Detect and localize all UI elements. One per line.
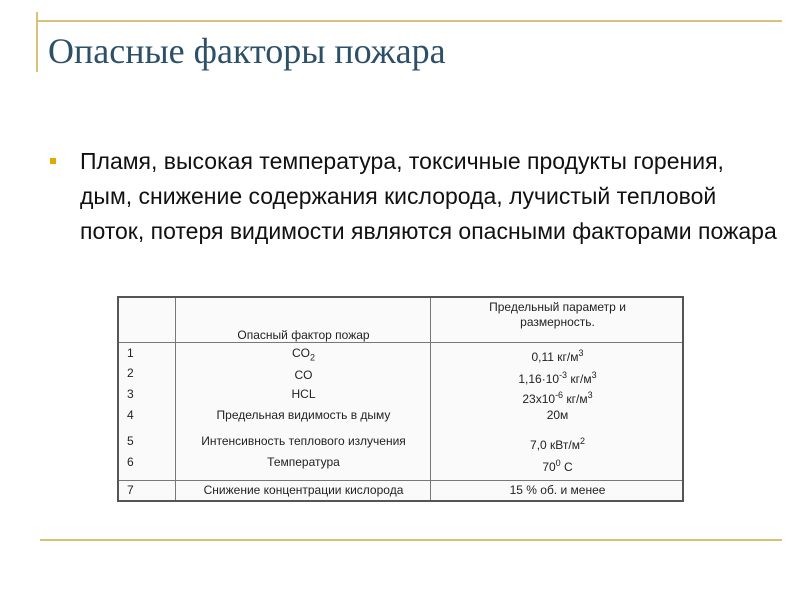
top-divider-line xyxy=(36,20,782,22)
row-5-num: 5 xyxy=(127,434,134,448)
row-5-factor: Интенсивность теплового излучения xyxy=(201,434,406,448)
bottom-divider-line xyxy=(40,539,782,541)
row-7-factor: Снижение концентрации кислорода xyxy=(203,483,404,497)
row-1-num: 1 xyxy=(127,346,134,360)
header-param: Предельный параметр и размерность. xyxy=(489,300,626,329)
bullet-text: Пламя, высокая температура, токсичные продукты горения, дым, снижение содержания кислорода, лучистый тепловой поток, потеря видимости являются опасными факторами пожара xyxy=(80,148,777,244)
slide-title: Опасные факторы пожара xyxy=(48,31,446,71)
row-4-num: 4 xyxy=(127,408,134,422)
row-6-num: 6 xyxy=(127,455,134,469)
row-3-num: 3 xyxy=(127,387,134,401)
row-1-factor: $CO_2$ xyxy=(291,346,315,363)
row-2-factor: CO xyxy=(294,368,313,382)
table-row-divider xyxy=(119,480,682,481)
hazard-table xyxy=(117,296,684,502)
row-3-value: $23x10^{-6}$ $кг/м^3$ xyxy=(522,390,593,406)
row-4-value: 20м xyxy=(546,408,569,422)
row-4-factor: Предельная видимость в дыму xyxy=(216,408,391,422)
row-7-value: 15 % об. и менее xyxy=(509,483,606,497)
row-1-value: 0,11 $кг/м^3$ xyxy=(531,348,584,364)
row-2-value: $1,16\cdot 10^{-3}$ $кг/м^3$ xyxy=(518,370,597,386)
row-7-num: 7 xyxy=(127,483,134,497)
row-6-value: $70^0$ С xyxy=(542,458,573,474)
row-3-factor: HCL xyxy=(291,387,316,401)
left-divider-line xyxy=(36,12,38,72)
row-2-num: 2 xyxy=(127,366,134,380)
row-5-value: 7,0 кВт/$м^2$ xyxy=(530,436,585,452)
row-6-factor: Температура xyxy=(267,455,340,469)
bullet-icon xyxy=(50,158,56,164)
header-factor: Опасный фактор пожар xyxy=(237,328,370,342)
table-header-divider xyxy=(119,342,682,343)
